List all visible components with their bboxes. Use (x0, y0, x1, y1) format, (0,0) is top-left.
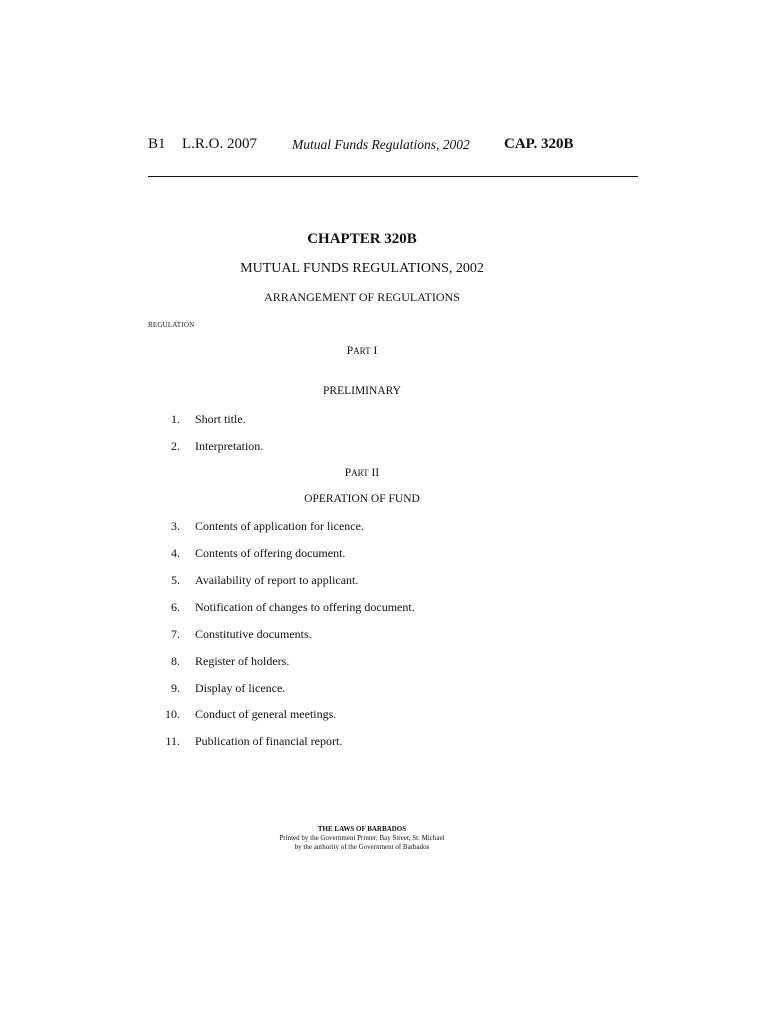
list-item (148, 681, 628, 697)
part-label-initial: P (344, 467, 352, 479)
header-title: Mutual Funds Regulations, 2002 (292, 137, 470, 152)
item-number: 6. (171, 600, 180, 614)
item-text: Contents of application for licence. (195, 519, 364, 533)
regulations-title: MUTUAL FUNDS REGULATIONS, 2002 (240, 261, 484, 276)
list-item (148, 439, 628, 455)
header-rule (148, 176, 638, 177)
item-text: Publication of financial report. (195, 734, 343, 748)
item-text: Conduct of general meetings. (195, 707, 337, 721)
footer-laws-title: THE LAWS OF BARBADOS (317, 825, 407, 833)
part-numeral: I (373, 345, 378, 357)
item-text: Contents of offering document. (195, 546, 346, 560)
item-number: 4. (171, 546, 180, 560)
page-footer (148, 825, 576, 852)
chapter-reference: CAP. 320B (504, 136, 574, 152)
item-text: Notification of changes to offering document. (195, 600, 415, 614)
list-item (148, 600, 628, 616)
list-item (148, 573, 628, 589)
item-number: 5. (171, 573, 180, 587)
item-number: 7. (171, 627, 180, 641)
list-item (148, 412, 628, 428)
lro-edition: L.R.O. 2007 (182, 136, 257, 152)
list-item (148, 654, 628, 670)
list-item (148, 519, 628, 535)
regulation-column-label: REGULATION (148, 321, 195, 329)
footer-authority: by the authority of the Government of Barbados (294, 843, 430, 851)
part-heading-1: PRELIMINARY (323, 385, 401, 397)
footer-printer: Printed by the Government Printer, Bay Street, St. Michael (279, 834, 445, 842)
item-number: 11. (165, 734, 180, 748)
part-heading-2: OPERATION OF FUND (304, 493, 420, 505)
item-text: Display of licence. (195, 681, 286, 695)
item-text: Constitutive documents. (195, 627, 312, 641)
item-number: 9. (171, 681, 180, 695)
list-item (148, 707, 628, 723)
list-item (148, 546, 628, 562)
part-label-2 (148, 467, 576, 479)
part-numeral: II (371, 467, 380, 479)
item-number: 3. (171, 519, 180, 533)
item-text: Availability of report to applicant. (195, 573, 359, 587)
item-number: 2. (171, 439, 180, 453)
item-text: Interpretation. (195, 439, 264, 453)
part-label-smallcaps: ART (353, 346, 371, 356)
page-number: B1 (148, 136, 166, 152)
list-item (148, 734, 628, 750)
item-number: 10. (165, 707, 180, 721)
part-label-1 (148, 345, 576, 357)
arrangement-heading: ARRANGEMENT OF REGULATIONS (264, 290, 460, 304)
item-text: Register of holders. (195, 654, 290, 668)
part-label-smallcaps: ART (351, 468, 369, 478)
part-label-initial: P (346, 345, 354, 357)
list-item (148, 627, 628, 643)
item-text: Short title. (195, 412, 246, 426)
item-number: 8. (171, 654, 180, 668)
chapter-heading: CHAPTER 320B (307, 231, 417, 247)
running-header (148, 136, 638, 158)
item-number: 1. (171, 412, 180, 426)
